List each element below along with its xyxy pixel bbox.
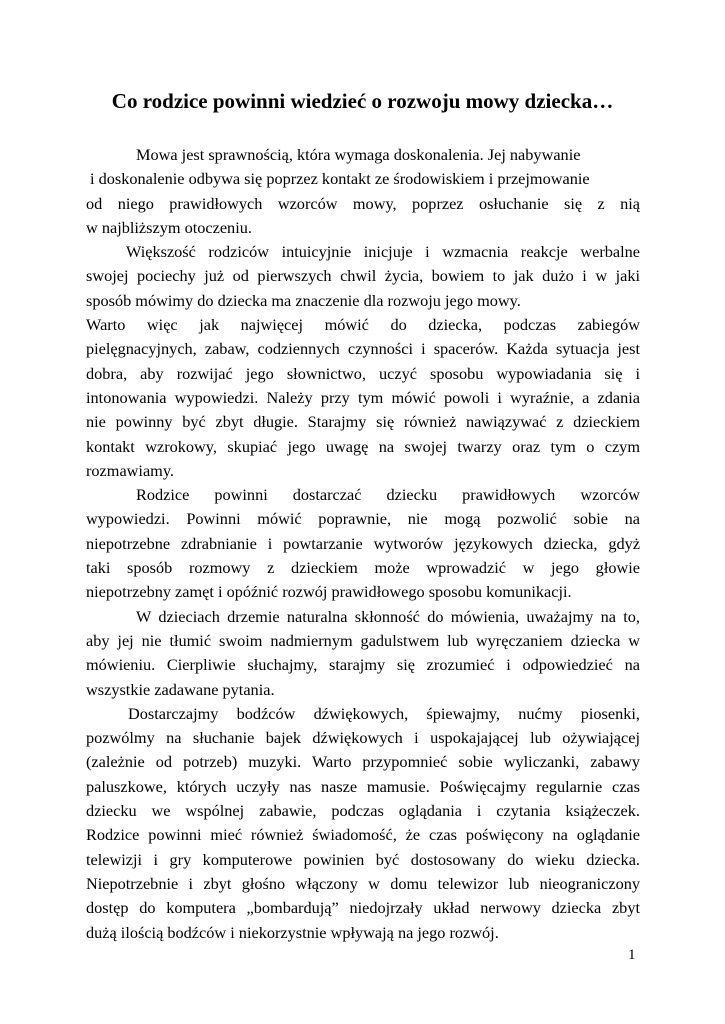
text-line: swojej pociechy już od pierwszych chwil życia, bowiem to jak dużo i w jaki bbox=[86, 266, 640, 286]
text-line: i doskonalenie odbywa się poprzez kontakt ze środowiskiem i przejmowanie bbox=[90, 169, 590, 189]
text-line: Rodzice powinni dostarczać dziecku prawidłowych wzorców bbox=[136, 485, 640, 505]
text-line: dostęp do komputera „bombardują” niedojrzały układ nerwowy dziecka zbyt bbox=[86, 898, 640, 918]
text-line: Mowa jest sprawnością, która wymaga doskonalenia. Jej nabywanie bbox=[136, 145, 581, 164]
text-line: rozmawiamy. bbox=[86, 460, 175, 480]
text-line: nie powinny być zbyt długie. Starajmy się również nawiązywać z dzieckiem bbox=[86, 412, 640, 432]
text-line: paluszkowe, których uczyły nas nasze mamusie. Poświęcajmy regularnie czas bbox=[86, 776, 640, 796]
text-line: Niepotrzebnie i zbyt głośno włączony w domu telewizor lub nieograniczony bbox=[86, 873, 640, 893]
text-line: dobra, aby rozwijać jego słownictwo, uczyć sposobu wypowiadania się i bbox=[86, 363, 640, 383]
text-line: w najbliższym otoczeniu. bbox=[86, 217, 252, 237]
text-line: niepotrzebny zamęt i opóźnić rozwój prawidłowego sposobu komunikacji. bbox=[86, 582, 572, 602]
text-line: mówieniu. Cierpliwie słuchajmy, starajmy się zrozumieć i odpowiedzieć na bbox=[86, 655, 640, 675]
text-line: niepotrzebne zdrabnianie i powtarzanie wytworów językowych dziecka, gdyż bbox=[86, 533, 640, 553]
text-line: Warto więc jak najwięcej mówić do dziecka, podczas zabiegów bbox=[86, 315, 640, 335]
text-line: wszystkie zadawane pytania. bbox=[86, 679, 275, 699]
page-title: Co rodzice powinni wiedzieć o rozwoju mowy dziecka… bbox=[111, 89, 614, 113]
text-line: pielęgnacyjnych, zabaw, codziennych czynności i spacerów. Każda sytuacja jest bbox=[86, 339, 640, 359]
text-line: dużą ilością bodźców i niekorzystnie wpływają na jego rozwój. bbox=[86, 922, 499, 942]
text-line: Większość rodziców intuicyjnie inicjuje i wzmacnia reakcje werbalne bbox=[126, 242, 640, 262]
text-line: wypowiedzi. Powinni mówić poprawnie, nie mogą pozwolić sobie na bbox=[86, 509, 640, 529]
page-number: 1 bbox=[628, 947, 636, 963]
article-body bbox=[86, 143, 640, 945]
text-line: dziecku we wspólnej zabawie, podczas oglądania i czytania książeczek. bbox=[86, 801, 640, 821]
text-line: intonowania wypowiedzi. Należy przy tym mówić powoli i wyraźnie, a zdania bbox=[86, 387, 640, 407]
text-line: od niego prawidłowych wzorców mowy, poprzez osłuchanie się z nią bbox=[86, 193, 640, 213]
text-line: Rodzice powinni mieć również świadomość, że czas poświęcony na oglądanie bbox=[86, 825, 640, 845]
text-line: W dzieciach drzemie naturalna skłonność do mówienia, uważajmy na to, bbox=[136, 606, 640, 626]
text-line: kontakt wzrokowy, skupiać jego uwagę na swojej twarzy oraz tym o czym bbox=[86, 436, 640, 456]
text-line: Dostarczajmy bodźców dźwiękowych, śpiewajmy, nućmy piosenki, bbox=[128, 703, 640, 723]
text-line: pozwólmy na słuchanie bajek dźwiękowych i uspokajającej lub ożywiającej bbox=[86, 728, 640, 748]
text-line: telewizji i gry komputerowe powinien być dostosowany do wieku dziecka. bbox=[86, 849, 640, 869]
text-line: aby jej nie tłumić swoim nadmiernym gadulstwem lub wyręczaniem dziecka w bbox=[86, 630, 640, 650]
text-line: (zależnie od potrzeb) muzyki. Warto przypomnieć sobie wyliczanki, zabawy bbox=[86, 752, 640, 772]
text-line: sposób mówimy do dziecka ma znaczenie dla rozwoju jego mowy. bbox=[86, 290, 521, 310]
text-line: taki sposób rozmowy z dzieckiem może wprowadzić w jego głowie bbox=[86, 558, 640, 578]
